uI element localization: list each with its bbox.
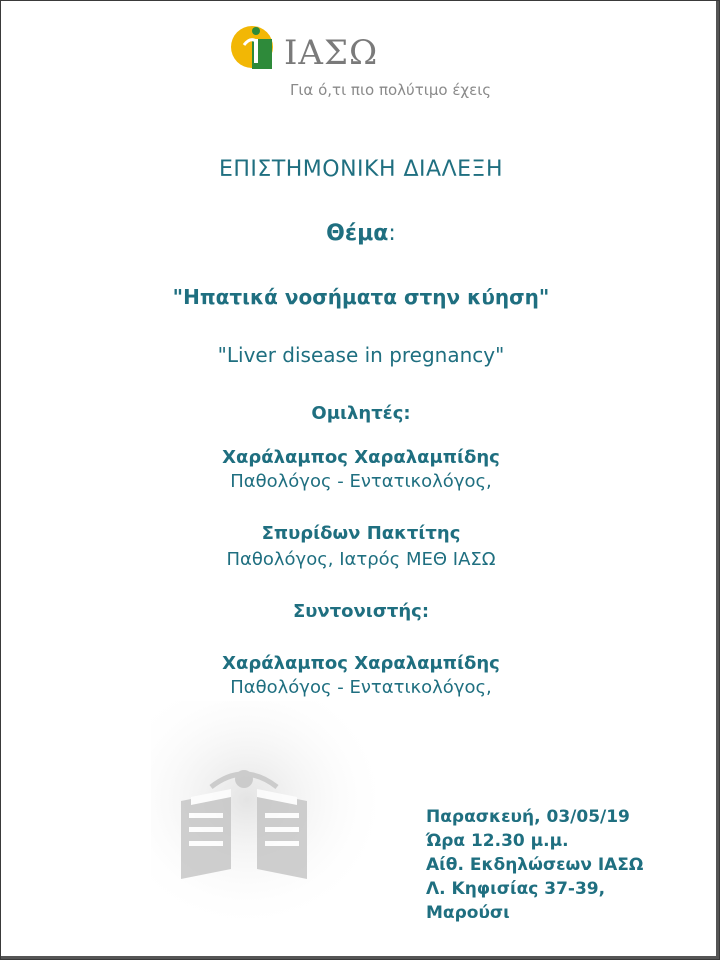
lecture-title-english: "Liver disease in pregnancy"	[217, 343, 505, 367]
coordinator-name: Χαράλαμπος Χαραλαμπίδης	[222, 653, 500, 674]
event-city: Μαρούσι	[426, 903, 510, 923]
speaker-role: Παθολόγος, Ιατρός ΜΕΘ ΙΑΣΩ	[226, 549, 496, 570]
coordinator-role: Παθολόγος - Εντατικολόγος,	[230, 677, 492, 698]
event-address: Λ. Κηφισίας 37-39,	[426, 879, 606, 899]
iaso-logo-icon	[230, 19, 278, 71]
speakers-label: Ομιλητές:	[311, 403, 411, 424]
theme-line	[1, 221, 720, 246]
event-date: Παρασκευή, 03/05/19	[426, 807, 630, 827]
coordinator-label: Συντονιστής:	[292, 601, 430, 622]
speaker-name: Χαράλαμπος Χαραλαμπίδης	[222, 447, 500, 468]
event-venue: Αίθ. Εκδηλώσεων ΙΑΣΩ	[426, 855, 644, 875]
theme-colon: :	[388, 221, 396, 246]
event-details	[426, 805, 643, 925]
book-watermark-icon	[151, 701, 391, 921]
logo-wordmark: ΙΑΣΩ	[284, 33, 379, 73]
logo-tagline: Για ό,τι πιο πολύτιμο έχεις	[290, 81, 492, 99]
event-time: Ώρα 12.30 μ.μ.	[426, 831, 569, 851]
speaker-role: Παθολόγος - Εντατικολόγος,	[230, 471, 492, 492]
lecture-title-greek: "Ηπατικά νοσήματα στην κύηση"	[172, 285, 550, 309]
iaso-logo	[230, 19, 510, 99]
theme-label: Θέμα	[326, 221, 389, 246]
page-heading: ΕΠΙΣΤΗΜΟΝΙΚΗ ΔΙΑΛΕΞΗ	[218, 157, 503, 182]
speaker-name: Σπυρίδων Πακτίτης	[261, 523, 461, 544]
